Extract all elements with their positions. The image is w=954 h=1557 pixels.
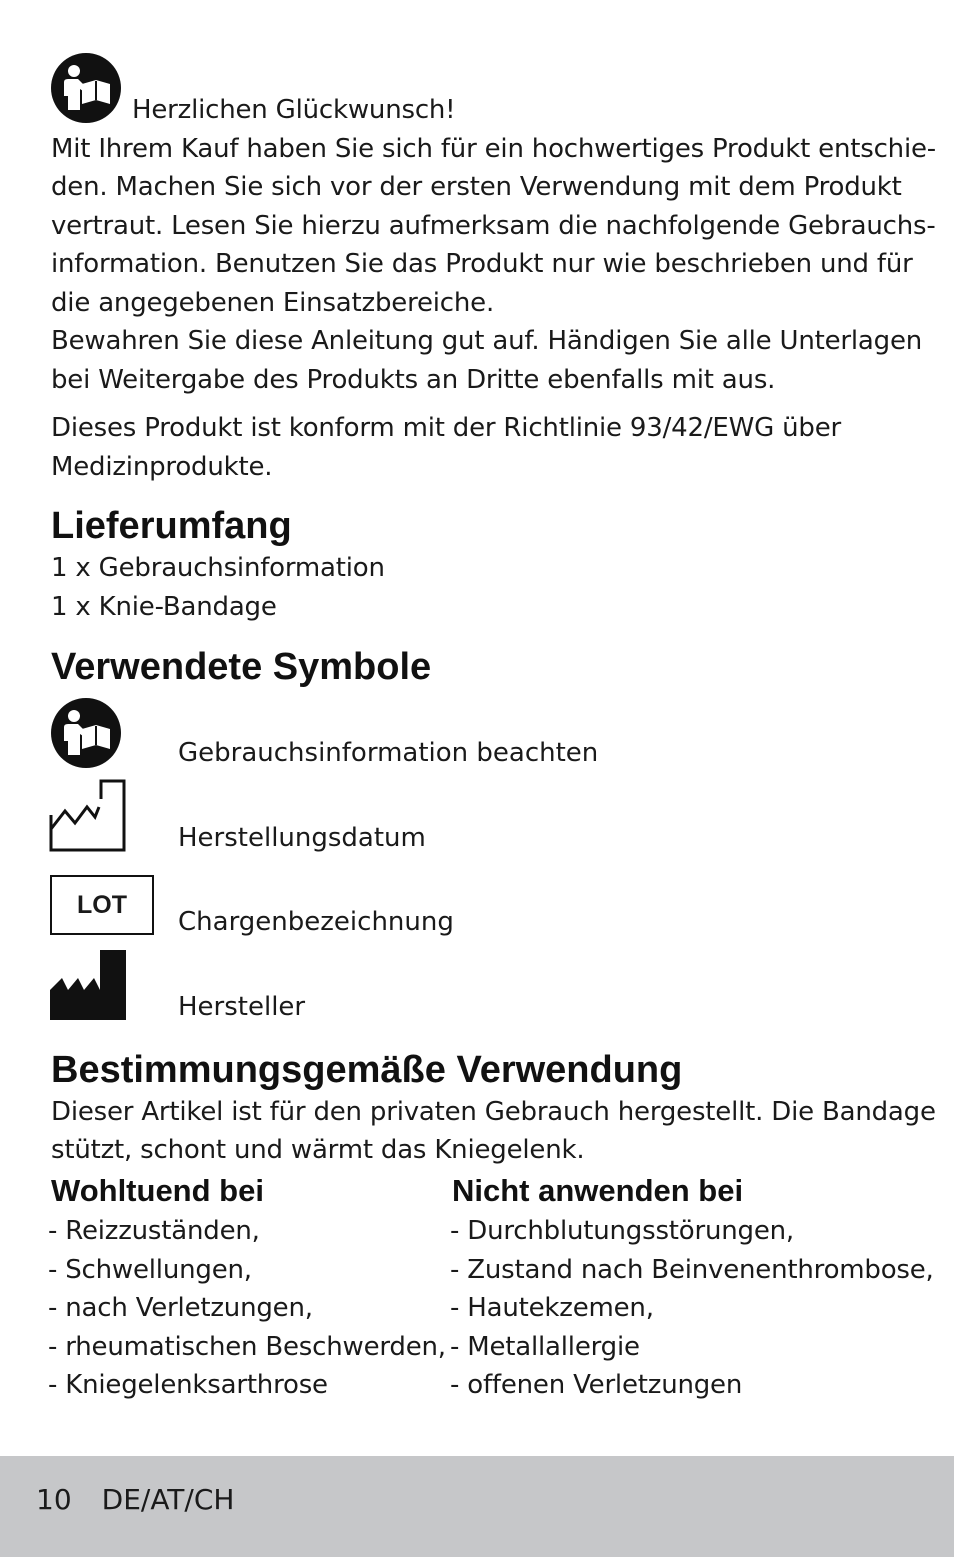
list-item: - offenen Verletzungen	[450, 1370, 743, 1400]
lot-icon-text: LOT	[77, 891, 127, 919]
list-item: - Hautekzemen,	[450, 1293, 654, 1323]
intro-line: die angegebenen Einsatzbereiche.	[51, 288, 495, 318]
lieferumfang-heading: Lieferumfang	[51, 505, 292, 547]
symbole-heading: Verwendete Symbole	[51, 646, 432, 688]
greeting: Herzlichen Glückwunsch!	[132, 95, 456, 125]
verwendung-line: Dieser Artikel ist für den privaten Gebrauch hergestellt. Die Bandage	[51, 1097, 936, 1127]
intro-line: Mit Ihrem Kauf haben Sie sich für ein hochwertiges Produkt entschie-	[51, 134, 936, 164]
list-item: - Schwellungen,	[48, 1255, 252, 1285]
verwendung-heading: Bestimmungsgemäße Verwendung	[51, 1049, 683, 1091]
column-heading-wohltuend: Wohltuend bei	[51, 1173, 264, 1208]
symbol-label: Chargenbezeichnung	[178, 907, 454, 937]
list-item: - Durchblutungsstörungen,	[450, 1216, 794, 1246]
region-label: DE/AT/CH	[101, 1483, 235, 1516]
intro-line: information. Benutzen Sie das Produkt nur wie beschrieben und für	[51, 249, 913, 279]
list-item: - Kniegelenksarthrose	[48, 1370, 328, 1400]
intro-line: den. Machen Sie sich vor der ersten Verwendung mit dem Produkt	[51, 172, 902, 202]
footer-text	[36, 1483, 234, 1516]
list-item: - nach Verletzungen,	[48, 1293, 313, 1323]
read-instructions-icon	[50, 52, 122, 124]
page-number: 10	[36, 1483, 72, 1516]
list-item: 1 x Knie-Bandage	[51, 592, 277, 622]
conformity-line: Dieses Produkt ist konform mit der Richtlinie 93/42/EWG über	[51, 413, 842, 443]
list-item: - rheumatischen Beschwerden,	[48, 1332, 446, 1362]
lot-icon	[50, 875, 154, 935]
list-item: - Reizzuständen,	[48, 1216, 260, 1246]
intro-line: vertraut. Lesen Sie hierzu aufmerksam die nachfolgende Gebrauchs-	[51, 211, 936, 241]
conformity-line: Medizinprodukte.	[51, 452, 273, 482]
symbol-label: Herstellungsdatum	[178, 823, 426, 853]
column-heading-nicht-anwenden: Nicht anwenden bei	[452, 1173, 744, 1208]
verwendung-line: stützt, schont und wärmt das Kniegelenk.	[51, 1135, 585, 1165]
symbol-label: Hersteller	[178, 992, 306, 1022]
list-item: 1 x Gebrauchsinformation	[51, 553, 385, 583]
list-item: - Zustand nach Beinvenenthrombose,	[450, 1255, 934, 1285]
intro-line: bei Weitergabe des Produkts an Dritte ebenfalls mit aus.	[51, 365, 776, 395]
intro-line: Bewahren Sie diese Anleitung gut auf. Händigen Sie alle Unterlagen	[51, 326, 923, 356]
symbol-label: Gebrauchsinformation beachten	[178, 738, 599, 768]
read-instructions-icon	[50, 697, 122, 769]
manufacture-date-icon	[49, 779, 127, 853]
list-item: - Metallallergie	[450, 1332, 640, 1362]
manufacturer-icon	[50, 950, 126, 1020]
